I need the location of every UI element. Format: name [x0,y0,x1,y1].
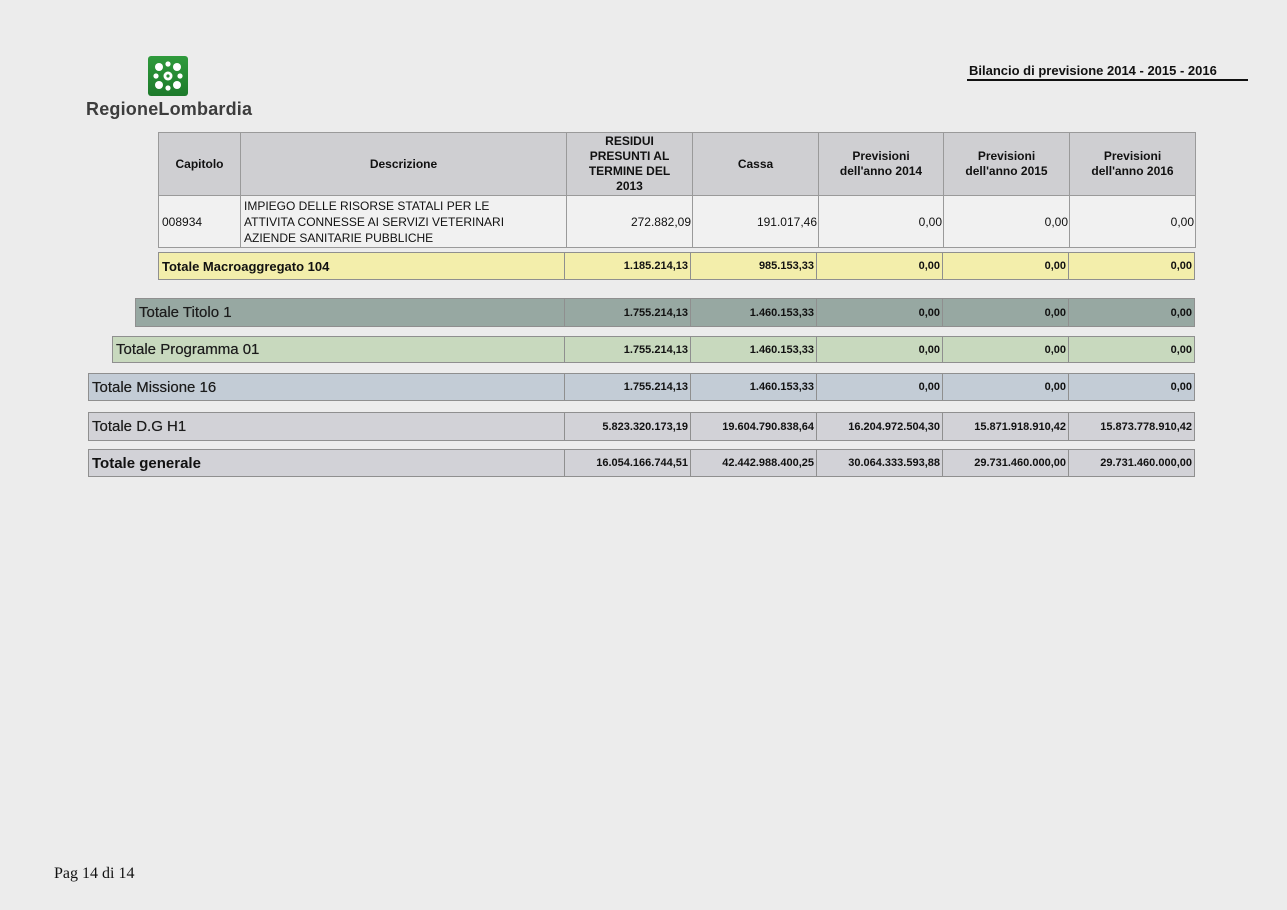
header-line: dell'anno 2014 [839,164,923,178]
header-residui-line: RESIDUI [605,134,654,148]
cell-previsioni-2014: 0,00 [819,196,944,248]
budget-table [158,132,1196,248]
total-label: Totale Programma 01 [116,341,260,358]
total-label: Totale generale [92,454,201,472]
cell-previsioni-2016: 0,00 [1070,196,1196,248]
header-line: dell'anno 2016 [1091,164,1174,178]
total-titolo-row [135,298,1195,327]
total-cassa: 42.442.988.400,25 [690,450,816,476]
header-previsioni-2014 [819,133,944,196]
cell-cassa: 191.017,46 [693,196,819,248]
header-line: dell'anno 2015 [965,164,1048,178]
total-previsioni-2014: 0,00 [816,253,942,279]
total-label: Totale Titolo 1 [139,304,232,321]
total-residui: 1.755.214,13 [564,299,690,326]
total-residui: 16.054.166.744,51 [564,450,690,476]
cell-capitolo: 008934 [159,196,241,248]
table-header-row [159,133,1196,196]
header-residui-line: TERMINE DEL [588,164,671,178]
total-residui: 1.755.214,13 [564,374,690,400]
total-previsioni-2015: 0,00 [942,299,1068,326]
total-cassa: 1.460.153,33 [690,337,816,362]
total-previsioni-2015: 0,00 [942,253,1068,279]
total-cassa: 985.153,33 [690,253,816,279]
header-cassa: Cassa [693,133,819,196]
regione-lombardia-logo [86,56,256,122]
cell-previsioni-2015: 0,00 [944,196,1070,248]
total-residui: 1.755.214,13 [564,337,690,362]
total-previsioni-2014: 16.204.972.504,30 [816,413,942,440]
total-macroaggregato-row [158,252,1195,280]
header-residui-line: PRESUNTI AL [589,149,670,163]
cell-descrizione [241,196,567,248]
total-previsioni-2015: 0,00 [942,337,1068,362]
header-descrizione: Descrizione [241,133,567,196]
total-previsioni-2015: 15.871.918.910,42 [942,413,1068,440]
header-line: Previsioni [977,149,1036,163]
descrizione-line: ATTIVITA CONNESSE AI SERVIZI VETERINARI [244,214,505,229]
total-previsioni-2016: 0,00 [1068,253,1194,279]
document-title: Bilancio di previsione 2014 - 2015 - 2016 [967,63,1248,81]
total-label: Totale Missione 16 [92,378,217,396]
total-previsioni-2014: 30.064.333.593,88 [816,450,942,476]
total-programma-row [112,336,1195,363]
descrizione-line: IMPIEGO DELLE RISORSE STATALI PER LE [244,198,490,213]
page-number: Pag 14 di 14 [54,865,135,882]
total-previsioni-2015: 29.731.460.000,00 [942,450,1068,476]
total-previsioni-2016: 15.873.778.910,42 [1068,413,1194,440]
total-label: Totale D.G H1 [92,418,187,435]
total-previsioni-2016: 0,00 [1068,337,1194,362]
descrizione-line: AZIENDE SANITARIE PUBBLICHE [244,230,434,245]
header-previsioni-2015 [944,133,1070,196]
total-previsioni-2015: 0,00 [942,374,1068,400]
total-cassa: 1.460.153,33 [690,299,816,326]
header-line: Previsioni [852,149,910,163]
header-residui-line: 2013 [616,179,643,193]
total-previsioni-2016: 0,00 [1068,299,1194,326]
total-previsioni-2014: 0,00 [816,299,942,326]
total-previsioni-2014: 0,00 [816,337,942,362]
header-residui [567,133,693,196]
header-line: Previsioni [1103,149,1162,163]
header-previsioni-2016 [1070,133,1196,196]
total-residui: 1.185.214,13 [564,253,690,279]
total-residui: 5.823.320.173,19 [564,413,690,440]
total-label: Totale Macroaggregato 104 [162,258,330,274]
header-capitolo: Capitolo [159,133,241,196]
table-row [159,196,1196,248]
total-cassa: 19.604.790.838,64 [690,413,816,440]
total-previsioni-2014: 0,00 [816,374,942,400]
total-cassa: 1.460.153,33 [690,374,816,400]
total-generale-row [88,449,1195,477]
total-dg-row [88,412,1195,441]
logo-text: RegioneLombardia [86,99,253,119]
total-missione-row [88,373,1195,401]
rosa-camuna-icon [148,56,188,96]
cell-residui: 272.882,09 [567,196,693,248]
total-previsioni-2016: 0,00 [1068,374,1194,400]
total-previsioni-2016: 29.731.460.000,00 [1068,450,1194,476]
